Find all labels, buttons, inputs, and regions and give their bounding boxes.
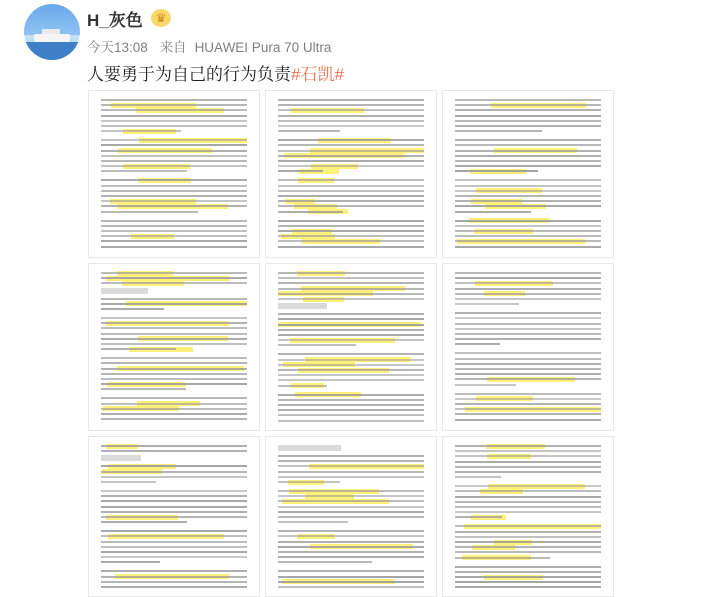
- text-line: [455, 445, 601, 447]
- text-line: [101, 225, 247, 227]
- text-line: [278, 359, 424, 361]
- text-line: [278, 495, 424, 497]
- text-line: [101, 150, 247, 152]
- text-line: [278, 409, 424, 411]
- text-line: [278, 530, 424, 532]
- text-line: [278, 165, 424, 167]
- post-time: 今天13:08: [87, 40, 148, 55]
- text-line: [455, 277, 601, 279]
- text-line: [101, 495, 247, 497]
- text-line: [455, 200, 601, 202]
- text-line: [101, 348, 176, 350]
- text-line: [101, 115, 247, 117]
- text-line: [101, 205, 247, 207]
- text-line: [455, 557, 550, 559]
- text-line: [101, 272, 247, 274]
- text-line: [455, 235, 601, 237]
- text-line: [278, 576, 424, 578]
- text-line: [101, 343, 247, 345]
- text-line: [455, 551, 601, 553]
- text-line: [455, 333, 601, 335]
- text-line: [455, 403, 601, 405]
- text-line: [278, 109, 424, 111]
- text-line: [278, 200, 424, 202]
- text-line: [455, 317, 601, 319]
- text-line: [278, 516, 424, 518]
- text-line: [101, 500, 247, 502]
- text-line: [278, 99, 424, 101]
- text-line: [455, 373, 601, 375]
- text-line: [101, 220, 247, 222]
- text-line: [455, 225, 601, 227]
- text-line: [101, 230, 247, 232]
- text-line: [455, 586, 601, 588]
- text-line: [101, 506, 247, 508]
- text-line: [278, 394, 424, 396]
- text-line: [455, 571, 601, 573]
- text-line: [101, 378, 247, 380]
- text-line: [278, 230, 424, 232]
- image-thumb-1[interactable]: [88, 90, 260, 258]
- text-line: [455, 466, 601, 468]
- text-line: [101, 511, 247, 513]
- section-heading-bar: [278, 445, 341, 451]
- text-line: [101, 308, 164, 310]
- text-line: [278, 282, 424, 284]
- section-heading-bar: [278, 303, 327, 309]
- text-line: [278, 404, 424, 406]
- text-line: [101, 338, 247, 340]
- post-header: [0, 0, 728, 90]
- section-heading-bar: [101, 288, 148, 294]
- text-line: [101, 195, 247, 197]
- text-line: [278, 298, 424, 300]
- text-line: [101, 481, 156, 483]
- text-line: [455, 525, 601, 527]
- text-line: [455, 293, 601, 295]
- text-line: [278, 465, 424, 467]
- text-line: [101, 277, 247, 279]
- text-line: [101, 570, 247, 572]
- text-line: [278, 240, 424, 242]
- crown-icon: ♛: [151, 9, 171, 27]
- text-line: [278, 329, 424, 331]
- text-line: [455, 328, 601, 330]
- text-line: [278, 205, 424, 207]
- text-line: [455, 125, 601, 127]
- text-line: [278, 471, 424, 473]
- text-line: [455, 408, 601, 410]
- source-prefix: 来自: [159, 40, 187, 55]
- text-line: [278, 139, 424, 141]
- text-line: [455, 104, 601, 106]
- text-line: [278, 385, 327, 387]
- text-line: [455, 398, 601, 400]
- text-line: [455, 384, 516, 386]
- text-line: [455, 170, 538, 172]
- text-line: [101, 576, 247, 578]
- text-line: [455, 230, 601, 232]
- text-line: [101, 179, 247, 181]
- text-line: [101, 165, 247, 167]
- text-line: [455, 338, 601, 340]
- text-line: [101, 546, 247, 548]
- text-line: [278, 150, 424, 152]
- text-line: [455, 531, 601, 533]
- text-line: [278, 293, 424, 295]
- text-line: [101, 397, 247, 399]
- text-line: [101, 516, 247, 518]
- text-line: [278, 535, 424, 537]
- post-body: 人要勇于为自己的行为负责: [87, 65, 291, 84]
- hashtag-link[interactable]: #石凯#: [291, 65, 344, 84]
- text-line: [101, 413, 247, 415]
- text-line: [455, 343, 500, 345]
- text-line: [101, 160, 247, 162]
- text-line: [455, 368, 601, 370]
- text-line: [455, 120, 601, 122]
- text-line: [101, 235, 247, 237]
- text-line: [278, 190, 424, 192]
- text-line: [278, 246, 424, 248]
- text-line: [278, 144, 424, 146]
- text-line: [455, 115, 601, 117]
- text-line: [101, 99, 247, 101]
- text-line: [101, 535, 247, 537]
- image-thumb-6[interactable]: [442, 263, 614, 431]
- text-line: [101, 155, 247, 157]
- text-line: [455, 190, 601, 192]
- text-line: [278, 220, 424, 222]
- text-line: [101, 408, 247, 410]
- text-line: [278, 318, 424, 320]
- text-line: [278, 556, 424, 558]
- text-line: [101, 368, 247, 370]
- text-line: [278, 344, 356, 346]
- text-line: [101, 120, 247, 122]
- device-name[interactable]: HUAWEI Pura 70 Ultra: [194, 40, 332, 55]
- text-line: [278, 185, 424, 187]
- text-line: [101, 170, 187, 172]
- text-line: [455, 581, 601, 583]
- text-line: [278, 235, 424, 237]
- text-line: [101, 465, 247, 467]
- text-line: [455, 536, 601, 538]
- text-line: [101, 418, 247, 420]
- section-heading-bar: [101, 455, 141, 461]
- text-line: [455, 378, 601, 380]
- text-line: [101, 362, 247, 364]
- text-line: [278, 586, 424, 588]
- text-line: [101, 109, 247, 111]
- text-line: [101, 130, 181, 132]
- avatar[interactable]: [24, 4, 80, 60]
- text-line: [455, 195, 601, 197]
- text-line: [455, 541, 601, 543]
- text-line: [455, 496, 601, 498]
- text-line: [101, 521, 187, 523]
- text-line: [455, 282, 601, 284]
- post-text: [87, 60, 344, 85]
- text-line: [101, 476, 247, 478]
- text-line: [101, 530, 247, 532]
- text-line: [101, 388, 186, 390]
- image-thumb-7[interactable]: [88, 436, 260, 597]
- text-line: [278, 334, 424, 336]
- text-line: [455, 155, 601, 157]
- text-line: [278, 460, 424, 462]
- image-thumb-2[interactable]: [265, 90, 437, 258]
- text-line: [101, 211, 198, 213]
- text-line: [278, 353, 424, 355]
- text-line: [278, 155, 424, 157]
- text-line: [101, 586, 247, 588]
- text-line: [455, 393, 601, 395]
- text-line: [101, 190, 247, 192]
- text-line: [455, 312, 601, 314]
- text-line: [455, 576, 601, 578]
- text-line: [455, 506, 601, 508]
- text-line: [455, 211, 531, 213]
- text-line: [455, 298, 601, 300]
- text-line: [278, 369, 424, 371]
- text-line: [278, 272, 424, 274]
- text-line: [101, 282, 247, 284]
- text-line: [278, 490, 424, 492]
- text-line: [278, 313, 424, 315]
- text-line: [278, 364, 424, 366]
- text-line: [455, 139, 601, 141]
- text-line: [278, 414, 424, 416]
- text-line: [101, 445, 247, 447]
- text-line: [455, 363, 601, 365]
- text-line: [101, 450, 247, 452]
- text-line: [455, 476, 501, 478]
- text-line: [278, 455, 424, 457]
- text-line: [278, 211, 343, 213]
- text-line: [455, 246, 601, 248]
- text-line: [278, 500, 424, 502]
- text-line: [455, 160, 601, 162]
- text-line: [278, 120, 424, 122]
- text-line: [278, 324, 424, 326]
- text-line: [455, 358, 601, 360]
- text-line: [278, 288, 424, 290]
- text-line: [278, 521, 348, 523]
- text-line: [101, 551, 247, 553]
- text-line: [101, 125, 247, 127]
- text-line: [278, 561, 372, 563]
- text-line: [455, 150, 601, 152]
- text-line: [455, 272, 601, 274]
- image-grid: [88, 90, 612, 595]
- text-line: [101, 490, 247, 492]
- text-line: [278, 104, 424, 106]
- text-line: [101, 317, 247, 319]
- text-line: [101, 298, 247, 300]
- text-line: [278, 374, 424, 376]
- text-line: [455, 546, 601, 548]
- text-line: [101, 333, 247, 335]
- text-line: [278, 481, 340, 483]
- text-line: [455, 303, 519, 305]
- text-line: [455, 99, 601, 101]
- text-line: [278, 160, 424, 162]
- text-line: [101, 104, 247, 106]
- text-line: [455, 455, 601, 457]
- text-line: [101, 185, 247, 187]
- text-line: [101, 383, 247, 385]
- text-line: [278, 179, 424, 181]
- text-line: [278, 277, 424, 279]
- text-line: [455, 450, 601, 452]
- text-line: [101, 144, 247, 146]
- text-line: [101, 357, 247, 359]
- text-line: [278, 195, 424, 197]
- image-thumb-5[interactable]: [265, 263, 437, 431]
- text-line: [101, 327, 247, 329]
- username[interactable]: H_灰色: [87, 11, 143, 30]
- text-line: [455, 501, 601, 503]
- text-line: [455, 109, 601, 111]
- text-line: [101, 471, 247, 473]
- image-thumb-3[interactable]: [442, 90, 614, 258]
- text-line: [278, 115, 424, 117]
- text-line: [278, 546, 424, 548]
- text-line: [455, 516, 502, 518]
- text-line: [101, 541, 247, 543]
- image-thumb-4[interactable]: [88, 263, 260, 431]
- text-line: [455, 185, 601, 187]
- image-thumb-9[interactable]: [442, 436, 614, 597]
- text-line: [455, 323, 601, 325]
- text-line: [278, 420, 424, 422]
- text-line: [101, 303, 247, 305]
- text-line: [455, 485, 601, 487]
- avatar-sea: [24, 42, 80, 60]
- text-line: [101, 246, 247, 248]
- text-line: [278, 541, 424, 543]
- text-line: [101, 561, 160, 563]
- image-thumb-8[interactable]: [265, 436, 437, 597]
- text-line: [278, 551, 424, 553]
- text-line: [455, 205, 601, 207]
- text-line: [455, 471, 601, 473]
- text-line: [101, 200, 247, 202]
- text-line: [455, 461, 601, 463]
- text-line: [278, 170, 323, 172]
- text-line: [455, 419, 601, 421]
- text-line: [455, 490, 601, 492]
- text-line: [278, 379, 424, 381]
- avatar-boat: [34, 34, 70, 42]
- text-line: [101, 240, 247, 242]
- text-line: [278, 476, 424, 478]
- text-line: [278, 125, 424, 127]
- text-line: [101, 556, 247, 558]
- text-line: [455, 165, 601, 167]
- text-line: [278, 339, 424, 341]
- text-line: [101, 373, 247, 375]
- text-line: [455, 511, 601, 513]
- text-line: [455, 566, 601, 568]
- post-meta: [87, 36, 339, 56]
- text-line: [101, 581, 247, 583]
- text-line: [101, 403, 247, 405]
- text-line: [278, 581, 424, 583]
- text-line: [455, 179, 601, 181]
- text-line: [455, 240, 601, 242]
- text-line: [278, 511, 424, 513]
- text-line: [278, 225, 424, 227]
- text-line: [101, 139, 247, 141]
- text-line: [455, 288, 601, 290]
- text-line: [455, 144, 601, 146]
- text-line: [455, 413, 601, 415]
- text-line: [455, 220, 601, 222]
- text-line: [278, 570, 424, 572]
- text-line: [455, 352, 601, 354]
- text-line: [455, 130, 542, 132]
- text-line: [278, 130, 340, 132]
- text-line: [278, 399, 424, 401]
- text-line: [101, 322, 247, 324]
- text-line: [278, 506, 424, 508]
